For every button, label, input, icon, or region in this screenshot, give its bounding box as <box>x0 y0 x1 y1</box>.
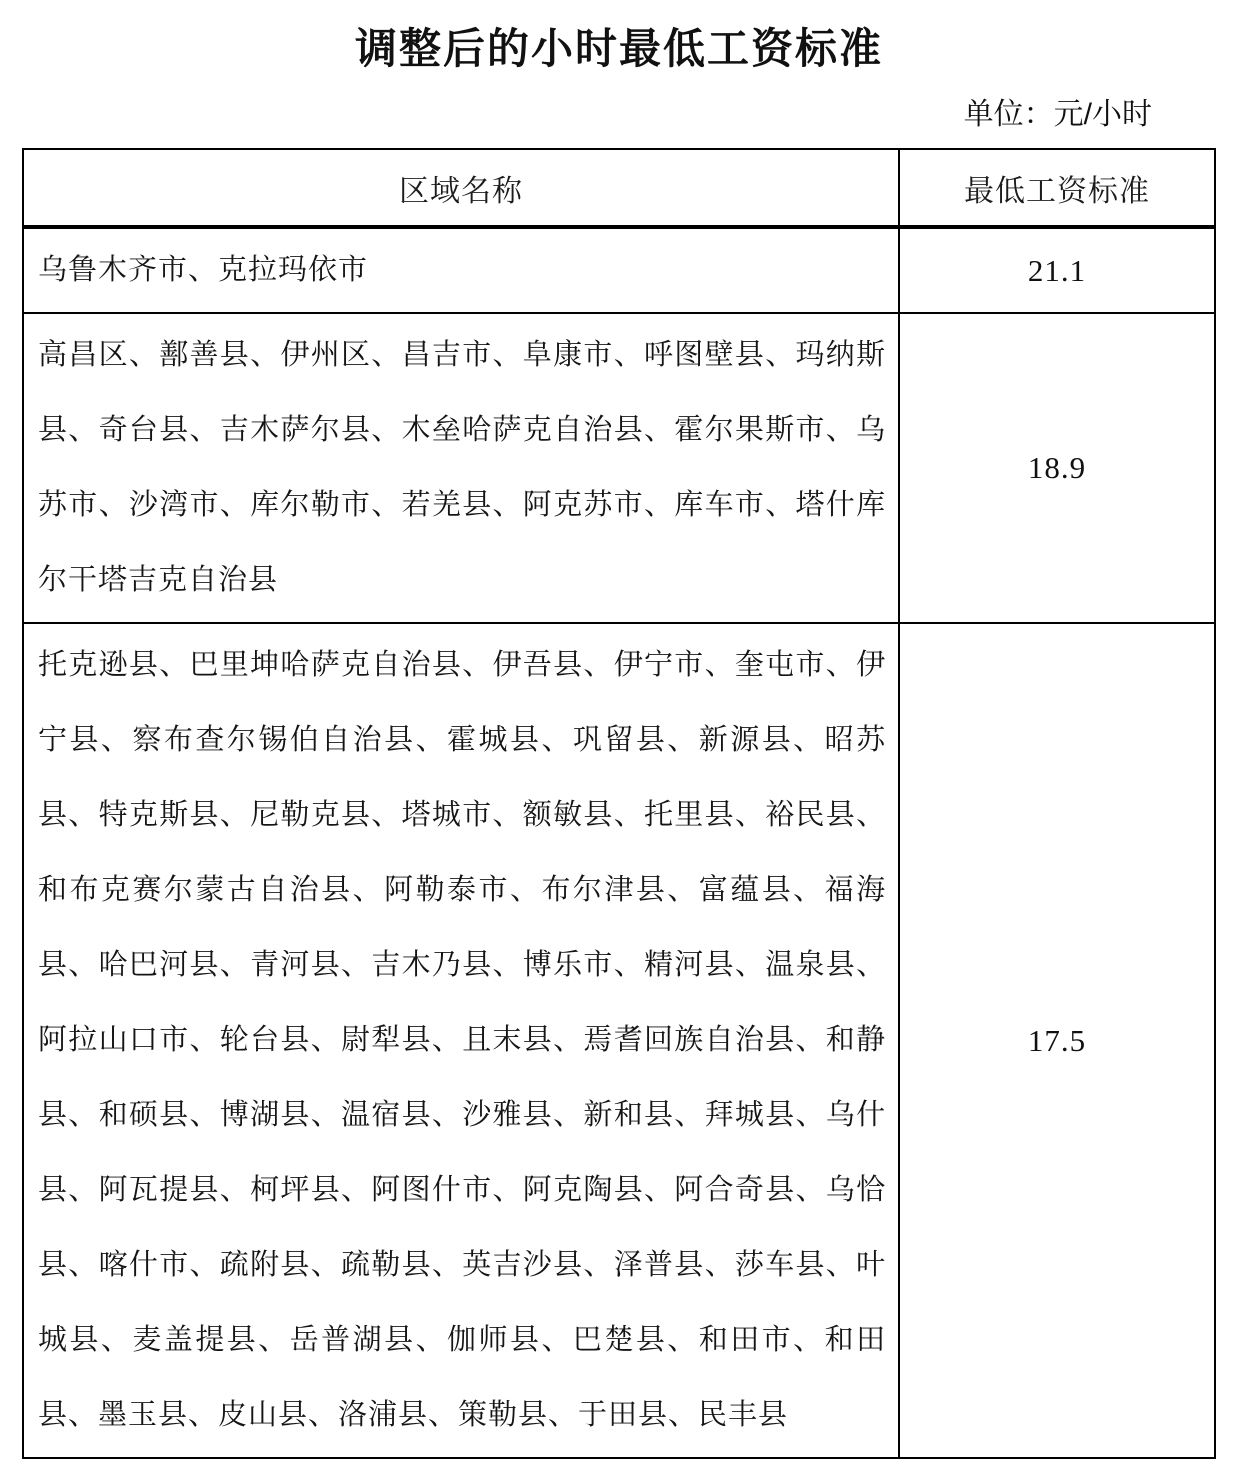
table-row <box>23 623 1215 1458</box>
column-header-region: 区域名称 <box>23 149 899 227</box>
wage-cell: 18.9 <box>899 313 1215 623</box>
table-header-row <box>23 149 1215 227</box>
table-row <box>23 313 1215 623</box>
wage-cell: 21.1 <box>899 227 1215 313</box>
table-row <box>23 227 1215 313</box>
page-title: 调整后的小时最低工资标准 <box>354 25 883 72</box>
unit-label: 单位：元/小时 <box>963 98 1152 131</box>
minimum-wage-table <box>22 148 1216 1459</box>
wage-cell: 17.5 <box>899 623 1215 1458</box>
region-cell: 高昌区、鄯善县、伊州区、昌吉市、阜康市、呼图壁县、玛纳斯县、奇台县、吉木萨尔县、木垒哈萨克自治县、霍尔果斯市、乌苏市、沙湾市、库尔勒市、若羌县、阿克苏市、库车市、塔什库尔干塔吉克自治县 <box>23 313 899 623</box>
document-page <box>0 20 1238 1476</box>
column-header-wage: 最低工资标准 <box>899 149 1215 227</box>
region-cell: 乌鲁木齐市、克拉玛依市 <box>23 227 899 313</box>
region-cell: 托克逊县、巴里坤哈萨克自治县、伊吾县、伊宁市、奎屯市、伊宁县、察布查尔锡伯自治县、霍城县、巩留县、新源县、昭苏县、特克斯县、尼勒克县、塔城市、额敏县、托里县、裕民县、和布克赛尔蒙古自治县、阿勒泰市、布尔津县、富蕴县、福海县、哈巴河县、青河县、吉木乃县、博乐市、精河县、温泉县、阿拉山口市、轮台县、尉犁县、且末县、焉耆回族自治县、和静县、和硕县、博湖县、温宿县、沙雅县、新和县、拜城县、乌什县、阿瓦提县、柯坪县、阿图什市、阿克陶县、阿合奇县、乌恰县、喀什市、疏附县、疏勒县、英吉沙县、泽普县、莎车县、叶城县、麦盖提县、岳普湖县、伽师县、巴楚县、和田市、和田县、墨玉县、皮山县、洛浦县、策勒县、于田县、民丰县 <box>23 623 899 1458</box>
